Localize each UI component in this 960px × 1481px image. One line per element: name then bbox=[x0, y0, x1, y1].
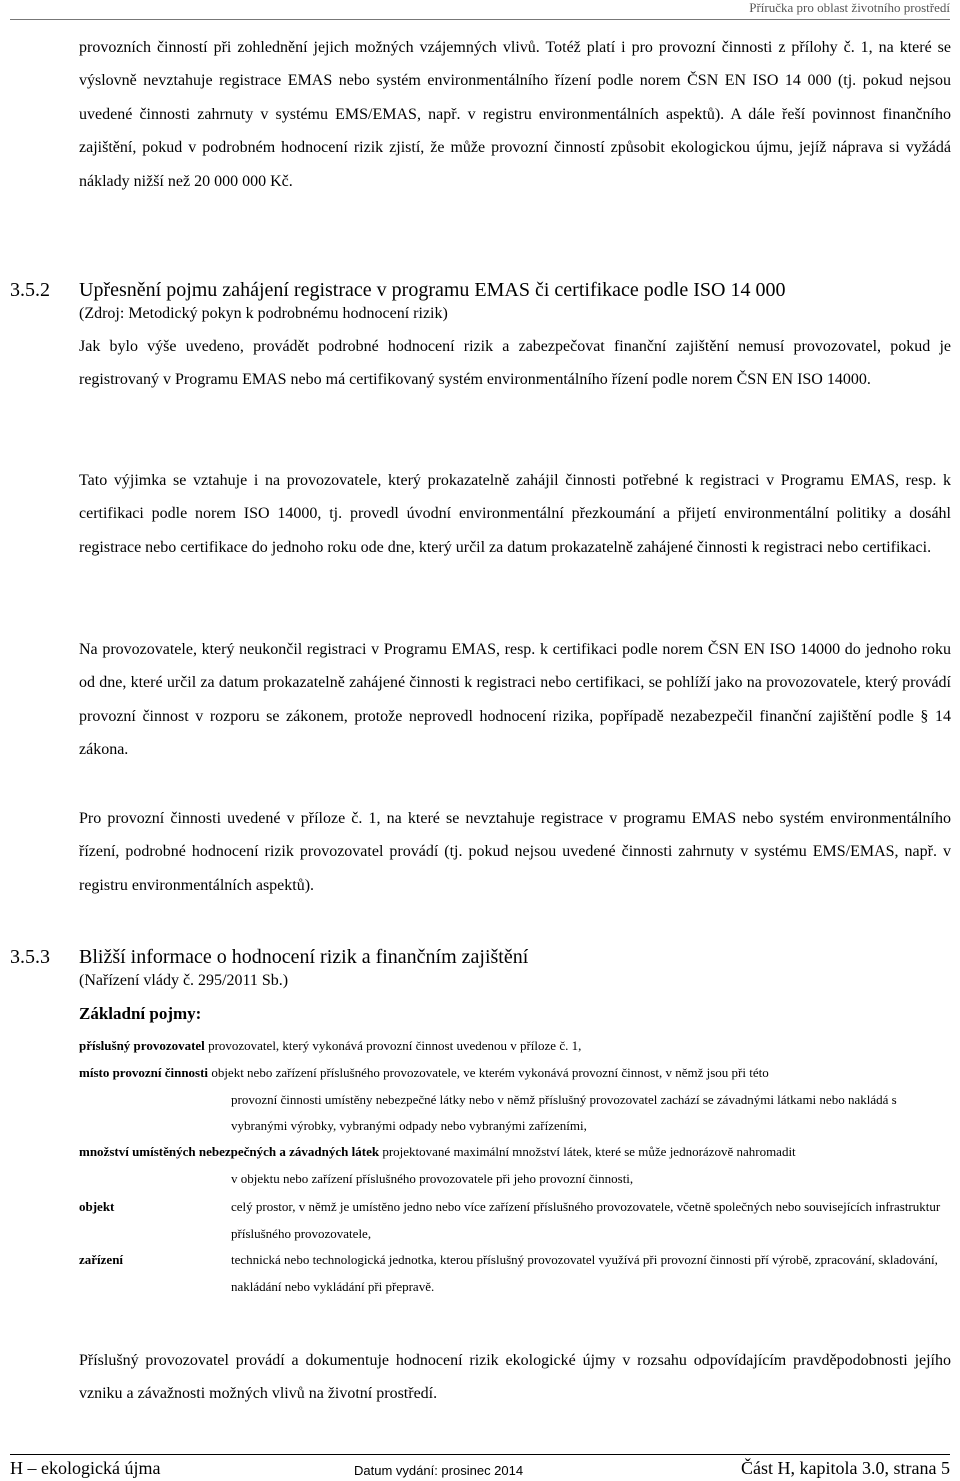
definition-item bbox=[79, 1060, 951, 1140]
footer-page-info: Část H, kapitola 3.0, strana 5 bbox=[741, 1458, 950, 1478]
header-divider bbox=[10, 19, 950, 20]
paragraph: Pro provozní činnosti uvedené v příloze č. 1, na které se nevztahuje registrace v programu EMAS nebo systém environmentálního řízení, podrobné hodnocení rizik provozovatel provádí (tj. pokud nejsou uvedené činnosti zahrnuty v systému EMS/EMAS, např. v registru environmentálních aspektů). bbox=[79, 810, 951, 894]
section-number: 3.5.3 bbox=[10, 946, 50, 968]
paragraph: Na provozovatele, který neukončil registraci v Programu EMAS, resp. k certifikaci podle norem ČSN EN ISO 14000 do jednoho roku od dne, které určil za datum prokazatelně zahájené činnosti k registraci nebo certifikaci, se pohlíží jako na provozovatele, který provádí provozní činnost v rozporu se zákonem, protože neprovedl hodnocení rizika, popřípadě nezabezpečil finanční zajištění podle § 14 zákona. bbox=[79, 641, 951, 759]
definition-term: zařízení bbox=[79, 1252, 124, 1267]
page-header bbox=[0, 0, 960, 20]
definition-term: množství umístěných nebezpečných a závadných látek bbox=[79, 1144, 380, 1159]
definition-text: celý prostor, v němž je umístěno jedno nebo více zařízení příslušného provozovatele, včetně společných nebo souvisejících infrastruktur příslušného provozovatele, bbox=[231, 1199, 941, 1241]
section-source: (Zdroj: Metodický pokyn k podrobnému hodnocení rizik) bbox=[79, 305, 448, 322]
definition-item bbox=[79, 1139, 951, 1192]
definition-text-continued: v objektu nebo zařízení příslušného provozovatele při jeho provozní činnosti, bbox=[231, 1170, 634, 1186]
definition-item bbox=[79, 1033, 951, 1060]
definition-text-continued: provozní činnosti umístěny nebezpečné látky nebo v němž příslušný provozovatel zachází se závadnými látkami nebo nakládá s vybranými výrobky, vybranými odpady nebo vybranými zařízeními, bbox=[231, 1091, 897, 1133]
section-number: 3.5.2 bbox=[10, 279, 50, 301]
header-title: Příručka pro oblast životního prostředí bbox=[749, 0, 950, 15]
definition-term: objekt bbox=[79, 1199, 115, 1214]
paragraph: Jak bylo výše uvedeno, provádět podrobné hodnocení rizik a zabezpečovat finanční zajištění nemusí provozovatel, pokud je registrovaný v Programu EMAS nebo má certifikovaný systém environmentálního řízení podle norem ČSN EN ISO 14000. bbox=[79, 338, 951, 389]
definition-text: technická nebo technologická jednotka, kterou příslušný provozovatel využívá při provozní činnosti pří výrobě, zpracování, skladování, nakládání nebo vykládání při přepravě. bbox=[231, 1252, 938, 1294]
paragraph: Tato výjimka se vztahuje i na provozovatele, který prokazatelně zahájil činnosti potřebné k registraci v Programu EMAS, resp. k certifikaci podle norem ISO 14000, tj. provedl úvodní environmentální přezkoumání a přijetí environmentální politiky a dosáhl registrace nebo certifikace do jednoho roku ode dne, který určil za datum prokazatelně zahájené činnosti k registraci nebo certifikaci. bbox=[79, 472, 951, 556]
subheading-basic-terms: Základní pojmy: bbox=[79, 1004, 202, 1023]
definition-term: příslušný provozovatel bbox=[79, 1038, 205, 1053]
section-heading-3-5-2 bbox=[10, 277, 950, 303]
section-source: (Nařízení vlády č. 295/2011 Sb.) bbox=[79, 972, 289, 989]
definition-text: provozovatel, který vykonává provozní činnost uvedenou v příloze č. 1, bbox=[204, 1038, 582, 1053]
page-footer bbox=[10, 1458, 950, 1480]
section-title: Upřesnění pojmu zahájení registrace v programu EMAS či certifikace podle ISO 14 000 bbox=[79, 279, 786, 301]
paragraph-intro-continuation: provozních činností při zohlednění jejich možných vzájemných vlivů. Totéž platí i pro provozní činnosti z přílohy č. 1, na které se výslovně nevztahuje registrace EMAS nebo systém environmentálního řízení podle norem ČSN EN ISO 14 000 (tj. pokud nejsou uvedené činnosti zahrnuty v systému EMS/EMAS, např. v registru environmentálních aspektů). A dále řeší povinnost finančního zajištění, pokud v podrobném hodnocení rizik zjistí, že může provozní činností způsobit ekologickou újmu, jejíž náprava si vyžádá náklady nižší než 20 000 000 Kč. bbox=[79, 39, 951, 190]
section-heading-3-5-3 bbox=[10, 944, 950, 970]
definition-item bbox=[79, 1247, 951, 1300]
footer-left: H – ekologická újma bbox=[10, 1458, 161, 1478]
definition-item bbox=[79, 1194, 951, 1247]
definition-text: objekt nebo zařízení příslušného provozovatele, ve kterém vykonává provozní činnost, v němž jsou při této bbox=[208, 1065, 769, 1080]
definition-term: místo provozní činnosti bbox=[79, 1065, 209, 1080]
section-title: Bližší informace o hodnocení rizik a finančním zajištění bbox=[79, 946, 529, 968]
footer-divider bbox=[10, 1454, 950, 1455]
footer-date: Datum vydání: prosinec 2014 bbox=[354, 1463, 524, 1478]
paragraph: Příslušný provozovatel provádí a dokumentuje hodnocení rizik ekologické újmy v rozsahu odpovídajícím pravděpodobnosti jejího vzniku a závažnosti možných vlivů na životní prostředí. bbox=[79, 1352, 951, 1403]
definition-text: projektované maximální množství látek, které se může jednorázově nahromadit bbox=[379, 1144, 796, 1159]
